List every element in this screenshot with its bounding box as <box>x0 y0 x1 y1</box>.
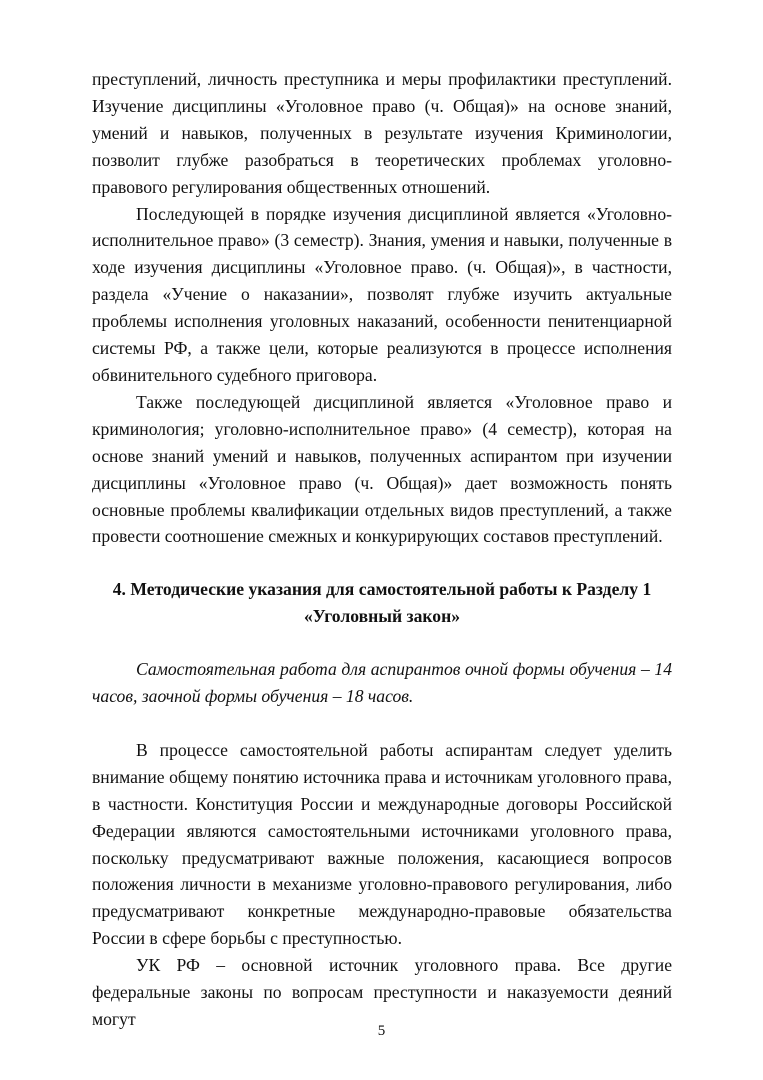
paragraph-3: Также последующей дисциплиной является «Уголовное право и криминология; уголовно-исполнительное право» (4 семестр), которая на основе знаний умений и навыков, полученных аспирантом при изучении дисциплины «Уголовное право (ч. Общая)» дает возможность понять основные проблемы квалификации отдельных видов преступлений, а также провести соотношение смежных и конкурирующих составов преступлений. <box>92 391 672 547</box>
italic-note: Самостоятельная работа для аспирантов очной формы обучения – 14 часов, заочной формы обучения – 18 часов. <box>92 659 672 707</box>
paragraph-5: УК РФ – основной источник уголовного права. Все другие федеральные законы по вопросам преступности и наказуемости деяний могут <box>92 955 672 1029</box>
section-heading-line-1: 4. Методические указания для самостоятельной работы к Разделу 1 <box>112 579 652 600</box>
paragraph-4: В процессе самостоятельной работы аспирантам следует уделить внимание общему понятию источника права и источникам уголовного права, в частности. Конституция России и международные договоры Российской Федерации являются самостоятельными источниками уголовного права, поскольку предусматривают важные положения, касающиеся вопросов положения личности в механизме уголовно-правового регулирования, либо предусматривают конкретные международно-правовые обязательства России в сфере борьбы с преступностью. <box>92 739 672 949</box>
section-heading-line-2: «Уголовный закон» <box>303 606 461 627</box>
section-heading <box>92 576 672 630</box>
page-number: 5 <box>377 1023 386 1039</box>
page-content <box>92 66 672 1033</box>
paragraph-2: Последующей в порядке изучения дисциплиной является «Уголовно-исполнительное право» (3 семестр). Знания, умения и навыки, полученные в ходе изучения дисциплины «Уголовное право. (ч. Общая)», в частности, раздела «Учение о наказании», позволят глубже изучить актуальные проблемы исполнения уголовных наказаний, особенности пенитенциарной системы РФ, а также цели, которые реализуются в процессе исполнения обвинительного судебного приговора. <box>92 203 672 385</box>
paragraph-1: преступлений, личность преступника и меры профилактики преступлений. Изучение дисциплины «Уголовное право (ч. Общая)» на основе знаний, умений и навыков, полученных в результате изучения Криминологии, позволит глубже разобраться в теоретических проблемах уголовно-правового регулирования общественных отношений. <box>92 69 672 197</box>
